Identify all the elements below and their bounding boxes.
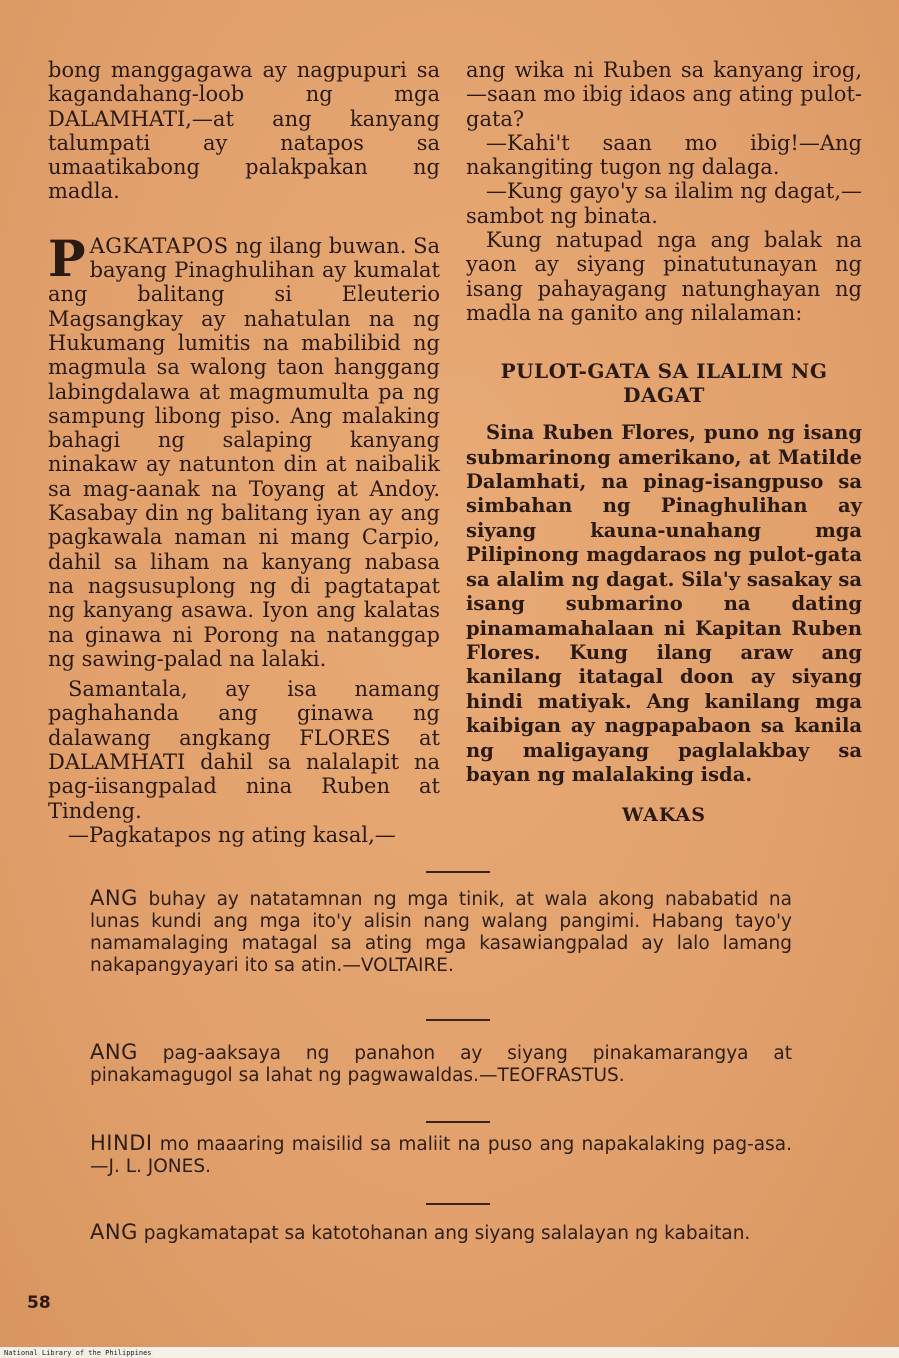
news-article-text: Sina Ruben Flores, puno ng isang submarinong amerikano, at Matilde Dalamhati, na pinag-isangpuso sa simbahan ng Pinaghulihan ay siyang kauna-unahang mga Pilipinong magdaraos ng pulot-gata sa alalim ng dagat. Sila'y sasakay sa isang submarino na dating pinamamahalaan ni Kapitan Ruben Flores. Kung ilang araw ang kanilang itatagal doon ay siyang hindi matiyak. Ang kanilang mga kaibigan ay nagpapabaon sa kanila ng maligayang paglalakbay sa bayan ng malalaking isda. (466, 421, 862, 786)
quote-text: buhay ay natatamnan ng mga tinik, at wala akong nababatid na lunas kundi ang mga ito'y alisin nang walang pangimi. Habang tayo'y namamalaging matagal sa ating mga kasawiangpalad ay lalo lamang nakapangyayari ito sa atin.—VOLTAIRE. (90, 889, 792, 976)
right-paragraph-2: —Kahi't saan mo ibig!—Ang nakangiting tugon ng dalaga. (466, 130, 862, 180)
quote-jones (90, 1132, 792, 1178)
right-paragraph-1: ang wika ni Ruben sa kanyang irog,—saan mo ibig idaos ang ating pulot-gata? (466, 58, 862, 131)
news-headline: PULOT-GATA SA ILALIM NG DAGAT (500, 359, 828, 408)
left-paragraph-2 (48, 228, 440, 671)
divider-rule (426, 1019, 490, 1021)
quote-text: pag-aaksaya ng panahon ay siyang pinakamarangya at pinakamagugol sa lahat ng pagwawaldas.—TEOFRASTUS. (90, 1043, 792, 1086)
library-credit: National Library of the Philippines (4, 1349, 152, 1357)
divider-rule (426, 1203, 490, 1205)
quote-text: mo maaaring maisilid sa maliit na puso ang napakalaking pag-asa.—J. L. JONES. (90, 1134, 792, 1177)
quote-honesty (90, 1221, 792, 1245)
left-paragraph-3: Samantala, ay isa namang paghahanda ang ginawa ng dalawang angkang FLORES at DALAMHATI dahil sa nalalapit na pag-iisangpalad nina Ruben at Tindeng. (48, 677, 440, 823)
right-paragraph-3: —Kung gayo'y sa ilalim ng dagat,—sambot ng binata. (466, 179, 862, 228)
quote-text: pagkamatapat sa katotohanan ang siyang salalayan ng kabaitan. (137, 1223, 751, 1244)
right-paragraph-4: Kung natupad nga ang balak na yaon ay siyang pinatutunayan ng isang pahayagang natunghayan ng madla na ganito ang nilalaman: (466, 228, 862, 325)
left-paragraph-2-text: ng ilang buwan. Sa bayang Pinaghulihan ay kumalat ang balitang si Eleuterio Magsangkay ay nahatulan na ng Hukumang lumitis na mabilibid ng magmula sa walong taon hanggang labingdalawa at magmumulta pa ng sampung libong piso. Ang malaking bahagi ng salaping kanyang ninakaw ay natunton din at naibalik sa mag-aanak na Toyang at Andoy. Kasabay din ng balitang iyan ay ang pagkawala naman ni mang Carpio, dahil sa liham na kanyang nabasa na nagsusuplong ng di pagtatapat ng kanyang asawa. Iyon ang kalatas na ginawa ni Porong na natanggap ng sawing-palad na lalaki. (48, 233, 440, 671)
quote-lead-word: HINDI (90, 1131, 153, 1155)
left-column (48, 58, 440, 847)
divider-rule (426, 1121, 490, 1123)
left-paragraph-4: —Pagkatapos ng ating kasal,— (68, 822, 396, 847)
quote-voltaire (90, 887, 792, 977)
quote-lead-word: ANG (90, 1220, 138, 1244)
quote-lead-word: ANG (90, 886, 138, 910)
drop-cap: P (48, 228, 86, 288)
quote-teofrastus (90, 1041, 792, 1087)
right-column (466, 58, 862, 828)
divider-rule (426, 871, 490, 873)
left-paragraph-1: bong manggagawa ay nagpupuri sa kagandahang-loob ng mga DALAMHATI,—at ang kanyang talumpati ay natapos sa umaatikabong palakpakan ng madla. (48, 58, 440, 204)
end-mark: WAKAS (621, 804, 707, 827)
page-number: 58 (27, 1293, 51, 1313)
quote-lead-word: ANG (90, 1040, 138, 1064)
chapter-opening-word: AGKATAPOS (89, 233, 229, 258)
